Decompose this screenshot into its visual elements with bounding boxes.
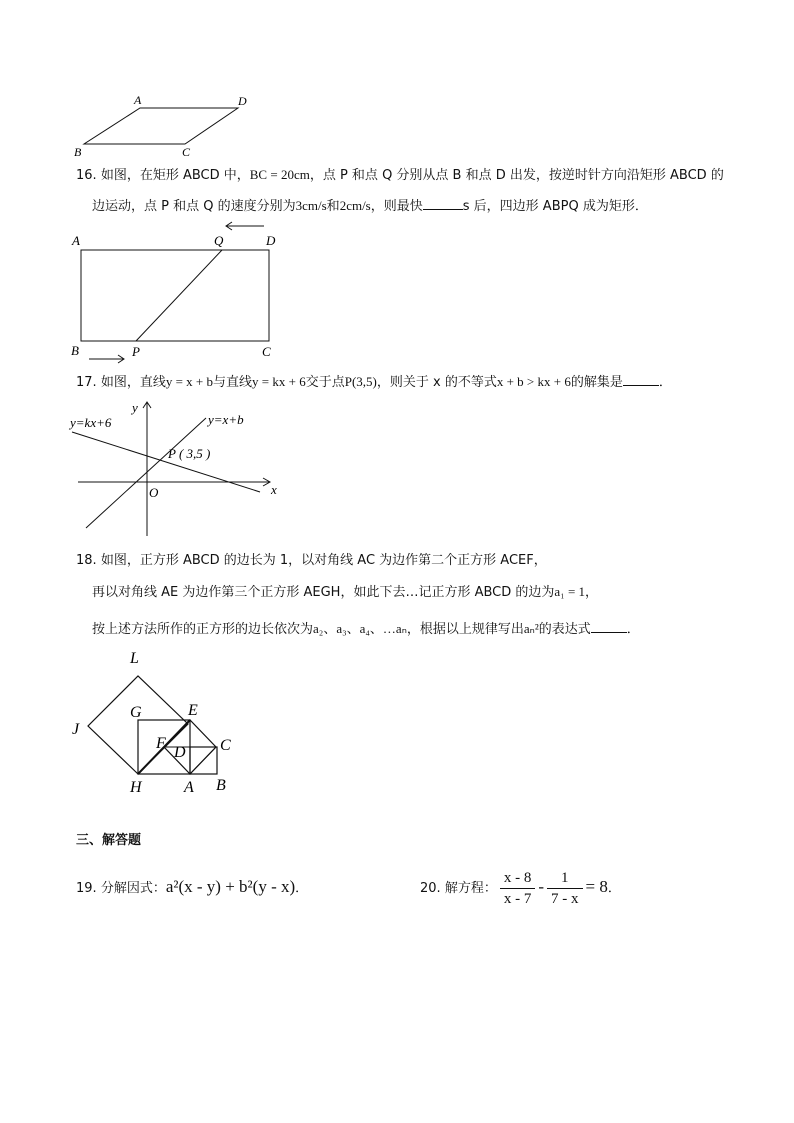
parallelogram-figure <box>70 92 260 162</box>
label-L: L <box>130 650 139 667</box>
label-C: C <box>262 344 271 359</box>
line-graph-figure <box>66 396 296 538</box>
question-16-line2: 边运动，点 P 和点 Q 的速度分别为3cm/s和2cm/s，则最快 s 后，四边形 ABPQ 成为矩形． <box>92 198 648 214</box>
question-number: 18. <box>76 553 97 568</box>
question-17-line1: 17. 如图，直线y = x + b与直线y = kx + 6交于点P(3,5)，则关于 x 的不等式x + b > kx + 6的解集是 ． <box>76 374 672 390</box>
answer-blank[interactable] <box>591 620 627 633</box>
label-D: D <box>266 233 276 248</box>
squares-figure <box>66 644 246 804</box>
label-D: D <box>238 94 247 108</box>
label-A: A <box>184 779 194 796</box>
label-B: B <box>74 145 82 159</box>
label-A: A <box>72 233 80 248</box>
rectangle-figure <box>66 216 296 366</box>
label-H: H <box>130 779 142 796</box>
fraction-1: $\frac{x - 8}{x - 7}$ <box>500 868 536 909</box>
label-E: E <box>188 702 198 719</box>
label-origin: O <box>149 485 159 500</box>
label-F: F <box>156 735 166 752</box>
label-G: G <box>130 704 142 721</box>
label-B: B <box>216 777 226 794</box>
label-A: A <box>134 93 142 107</box>
question-18-line3: 按上述方法所作的正方形的边长依次为a₂、a₃、a₄、…aₙ，根据以上规律写出aₙ²的表达式 ． <box>92 621 640 637</box>
question-18-line2: 再以对角线 AE 为边作第三个正方形 AEGH，如此下去…记正方形 ABCD 的边为a₁ = 1， <box>92 584 599 600</box>
label-y-axis: y <box>132 400 138 415</box>
answer-blank[interactable] <box>623 373 659 386</box>
question-number: 19. <box>76 881 97 896</box>
label-P: P <box>132 344 140 359</box>
label-J: J <box>72 721 80 738</box>
question-18-line1: 18. 如图，正方形 ABCD 的边长为 1，以对角线 AC 为边作第二个正方形 ACEF， <box>76 553 547 568</box>
question-number: 17. <box>76 375 97 390</box>
question-16-line1: 16. 如图，在矩形 ABCD 中，BC = 20cm，点 P 和点 Q 分别从点 B 和点 D 出发，按逆时针方向沿矩形 ABCD 的 <box>76 167 724 183</box>
expression: a²(x - y) + b²(y - x) <box>165 877 296 896</box>
question-number: 16. <box>76 168 97 183</box>
answer-blank[interactable] <box>423 197 463 210</box>
label-line-kx6: y=kx+6 <box>70 415 112 430</box>
label-x-axis: x <box>271 482 277 497</box>
fraction-2: $\frac{1}{7 - x}$ <box>547 868 583 909</box>
label-C: C <box>220 737 231 754</box>
question-19: 19. 分解因式：a²(x - y) + b²(y - x)． <box>76 877 309 896</box>
question-20: 20. 解方程： $\frac{x - 8}{x - 7}$ - $\frac{1}{7 - x}$ = 8． <box>420 870 621 907</box>
label-D: D <box>174 744 186 761</box>
question-number: 20. <box>420 881 441 896</box>
label-Q: Q <box>214 233 224 248</box>
section-title: 三、解答题 <box>76 833 142 848</box>
label-point-P: P ( 3,5 ) <box>168 446 211 461</box>
label-line-xb: y=x+b <box>208 412 244 427</box>
label-C: C <box>182 145 191 159</box>
label-B: B <box>71 343 79 358</box>
